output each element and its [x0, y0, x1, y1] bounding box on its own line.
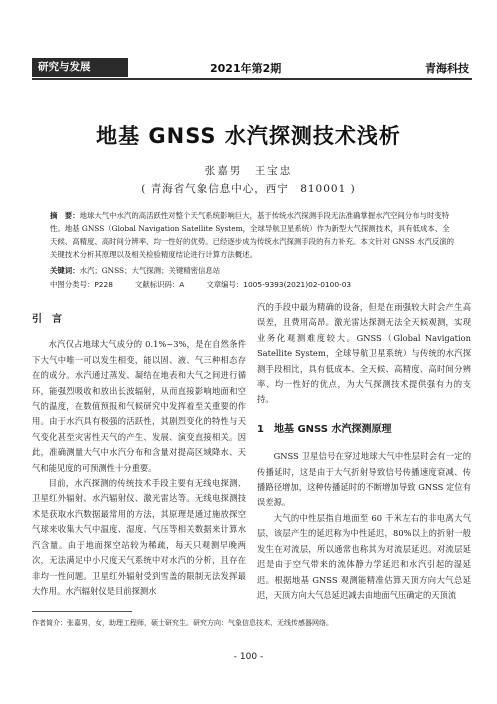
- paragraph: 汽的手段中最为精确的设备，但是在雨强较大时会产生高误差，且费用高昂。激光雷达探测无法全天候观测，实现业务化观测难度较大。GNSS（Global Navigation Satellite System，全球导航卫星系统）与传统的水汽探测手段相比，具有低成本、全天候、高精度、高时间分辨率、均一性好的优点，为大气探测技术提供强有力的支持。: [257, 302, 471, 405]
- section-tag: 研究与发展: [32, 58, 128, 77]
- section-heading-1: 1 地基 GNSS 水汽探测原理: [257, 423, 392, 435]
- right-column: [257, 300, 471, 603]
- header-rule: [32, 78, 472, 80]
- left-column: [32, 300, 246, 599]
- keywords: [50, 265, 456, 276]
- paragraph: 水汽仅占地球大气成分的 0.1%~3%，是在自然条件下大气中唯一可以发生相变，能以固、液、气三种相态存在的成分。水汽通过蒸发、凝结在地表和大气之间进行循环，能强烈吸收和放出长波辐射，从而直接影响地面和空气的温度，在数值预报和气候研究中发挥着至关重要的作用。由于水汽具有极强的活跃性，其剧烈变化的特性与天气变化甚至灾害性天气的产生、发展、演变直接相关。因此，准确测量大气中水汽分布和含量对提高区域降水、天气和能见度的可预测性十分重要。: [32, 339, 246, 473]
- paragraph: 目前，水汽探测的传统技术手段主要有无线电探测、卫星红外辐射、水汽辐射仪、激光雷达等。无线电探测技术是获取水汽数据最常用的方法，其原理是通过施放探空气球来收集大气中温度、湿度、气压等相关数据来计算水汽含量。由于地面探空站较为稀疏，每天只观测早晚两次，无法满足中小尺度天气系统中对水汽的分析，且存在非均一性问题。卫星红外辐射受到雪盖的限制无法发挥最大作用。水汽辐射仪是目前探测水: [32, 478, 246, 596]
- footnote-rule: [32, 611, 132, 612]
- clc-number: 中图分类号：P228: [50, 280, 113, 289]
- abstract-label: 摘 要：: [50, 211, 80, 220]
- issue-label: 2021年第2期: [210, 62, 282, 75]
- author-footnote: 作者简介：张嘉男，女，助理工程师，硕士研究生。研究方向：气象信息技术、无线传感器网络。: [32, 619, 333, 627]
- article-meta: [50, 279, 456, 290]
- authors: 张嘉男 王宝忠: [204, 165, 293, 177]
- keywords-label: 关键词：: [50, 266, 80, 275]
- article-number: 文章编号：1005-9393(2021)02-0100-03: [206, 280, 352, 289]
- page-number: - 100 -: [233, 652, 264, 662]
- paper-title: 地基 GNSS 水汽探测技术浅析: [96, 124, 401, 148]
- paragraph: GNSS 卫星信号在穿过地球大气中性层时会有一定的传播延时，这是由于大气折射导致信号传播速度衰减、传播路径增加，这种传播延时的不断增加导致 GNSS 定位有误差源。: [257, 451, 471, 508]
- doc-code: 文献标识码：A: [134, 280, 185, 289]
- journal-name: 青海科技: [425, 62, 469, 75]
- paragraph: 大气的中性层指自地面至 60 千米左右的非电离大气层，该层产生的延迟称为中性延迟，80%以上的折射一般发生在对流层，所以通常也称其为对流层延迟。对流层延迟是由于空气带来的流体静力学延迟和水汽引起的湿延迟。根据地基 GNSS 观测能精准估算天顶方向大气总延迟，天顶方向大气总延迟减去由地面气压确定的天顶流: [257, 512, 471, 600]
- affiliation: ( 青海省气象信息中心，西宁 810001 ): [141, 183, 356, 195]
- section-heading-intro: 引 言: [32, 314, 62, 325]
- keywords-text: 水汽；GNSS；大气探测；关键精密信息站: [79, 266, 221, 275]
- running-header: [0, 58, 497, 78]
- abstract: [50, 209, 456, 261]
- abstract-text: 地球大气中水汽的高活跃性对整个天气系统影响巨大，基于传统水汽探测手段无法准确掌握水汽空间分布与时变特性。地基 GNSS（Global Navigation Satellite System，全球导航卫星系统）作为新型大气探测技术，具有低成本、全天候、高精度、高时间分辨率、均一性好的优势。已经逐步成为传统水汽探测手段的有力补充。本文针对 GNSS 水汽反演的关键技术分析其原理以及相关检验精度结论进行计算方法概述。: [50, 211, 454, 259]
